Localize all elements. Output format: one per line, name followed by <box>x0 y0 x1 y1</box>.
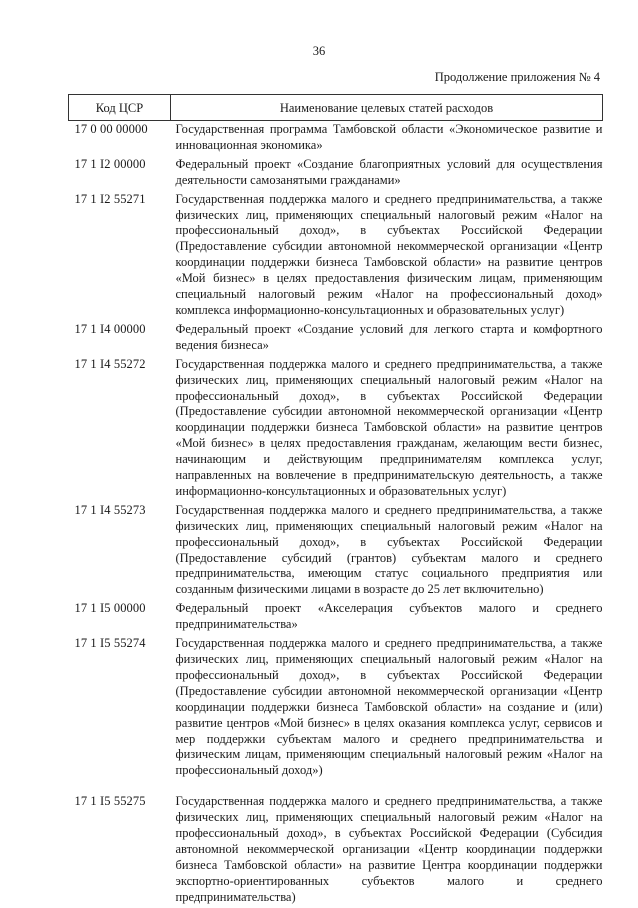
row-code: 17 1 I4 55273 <box>74 502 146 517</box>
row-code: 17 1 I4 55272 <box>74 356 146 371</box>
row-name: Государственная программа Тамбовской области «Экономическое развитие и инновационная экономика» <box>175 122 603 152</box>
row-name: Государственная поддержка малого и среднего предпринимательства, а также физических лиц, применяющих специальный налоговый режим «Налог на профессиональный доход», в субъектах Российской Федерации (Предоставление субсидий (грантов) субъектам малого и среднего предпринимательства, имеющим статус социального предприятия или созданным физическими лицами в возрасте до 25 лет включительно) <box>175 502 603 597</box>
table-header-row <box>69 95 603 121</box>
expense-items-table <box>68 94 603 908</box>
row-code: 17 0 00 00000 <box>74 122 148 136</box>
row-code: 17 1 I5 55275 <box>74 794 146 809</box>
row-name: Федеральный проект «Создание условий для легкого старта и комфортного ведения бизнеса» <box>175 321 603 352</box>
row-name: Государственная поддержка малого и среднего предпринимательства, а также физических лиц, применяющих специальный налоговый режим «Налог на профессиональный доход», в субъектах Российской Федерации (Предоставление субсидии автономной некоммерческой организации «Центр координации поддержки бизнеса Тамбовской области» на развитие центров «Мой бизнес» в целях предоставления физическим лицам, применяющим специальный налоговый режим «Налог на профессиональный доход» комплекса информационно-консультационных и образовательных услуг) <box>175 191 603 317</box>
table-row <box>69 781 603 907</box>
table-row <box>69 600 603 635</box>
header-code: Код ЦСР <box>69 95 171 121</box>
table-row <box>69 121 603 156</box>
row-name: Федеральный проект «Создание благоприятных условий для осуществления деятельности самозанятыми гражданами» <box>175 156 603 187</box>
table-row <box>69 191 603 321</box>
header-name: Наименование целевых статей расходов <box>171 95 603 121</box>
row-code: 17 1 I5 55274 <box>74 636 146 651</box>
row-name: Государственная поддержка малого и среднего предпринимательства, а также физических лиц, применяющих специальный налоговый режим «Налог на профессиональный доход», в субъектах Российской Федерации (Предоставление субсидии автономной некоммерческой организации «Центр координации поддержки бизнеса Тамбовской области» на развитие центров «Мой бизнес» в целях предоставления гражданам, желающим вести бизнес, начинающим и действующим предпринимателям комплекса услуг, направленных на вовлечение в предпринимательскую деятельность, а также информационно-консультационных и образовательных услуг) <box>175 356 603 498</box>
row-code: 17 1 I2 00000 <box>74 156 146 171</box>
table-row <box>69 635 603 781</box>
row-name: Государственная поддержка малого и среднего предпринимательства, а также физических лиц, применяющих специальный налоговый режим «Налог на профессиональный доход», в субъектах Российской Федерации (Субсидия автономной некоммерческой организации «Центр координации поддержки бизнеса Тамбовской области» на развитие Центра координации поддержки экспортно-ориентированных субъектов малого и среднего предпринимательства) <box>175 794 603 904</box>
row-code: 17 1 I4 00000 <box>74 321 146 336</box>
row-code: 17 1 I2 55271 <box>74 191 146 206</box>
appendix-continuation-label: Продолжение приложения № 4 <box>434 70 600 84</box>
table-row <box>69 321 603 356</box>
table-row <box>69 502 603 600</box>
row-name: Государственная поддержка малого и среднего предпринимательства, а также физических лиц, применяющих специальный налоговый режим «Налог на профессиональный доход», в субъектах Российской Федерации (Предоставление субсидии автономной некоммерческой организации «Центр координации поддержки бизнеса Тамбовской области» на создание и (или) развитие центров «Мой бизнес» в целях оказания комплекса услуг, сервисов и мер поддержки субъектам малого и среднего предпринимательства и физическим лицам, применяющим специальный налоговый режим «Налог на профессиональный доход») <box>175 636 603 778</box>
row-name: Федеральный проект «Акселерация субъектов малого и среднего предпринимательства» <box>175 601 603 632</box>
page-number: 36 <box>312 44 326 58</box>
row-code: 17 1 I5 00000 <box>74 601 146 616</box>
table-row <box>69 156 603 191</box>
table-row <box>69 356 603 502</box>
